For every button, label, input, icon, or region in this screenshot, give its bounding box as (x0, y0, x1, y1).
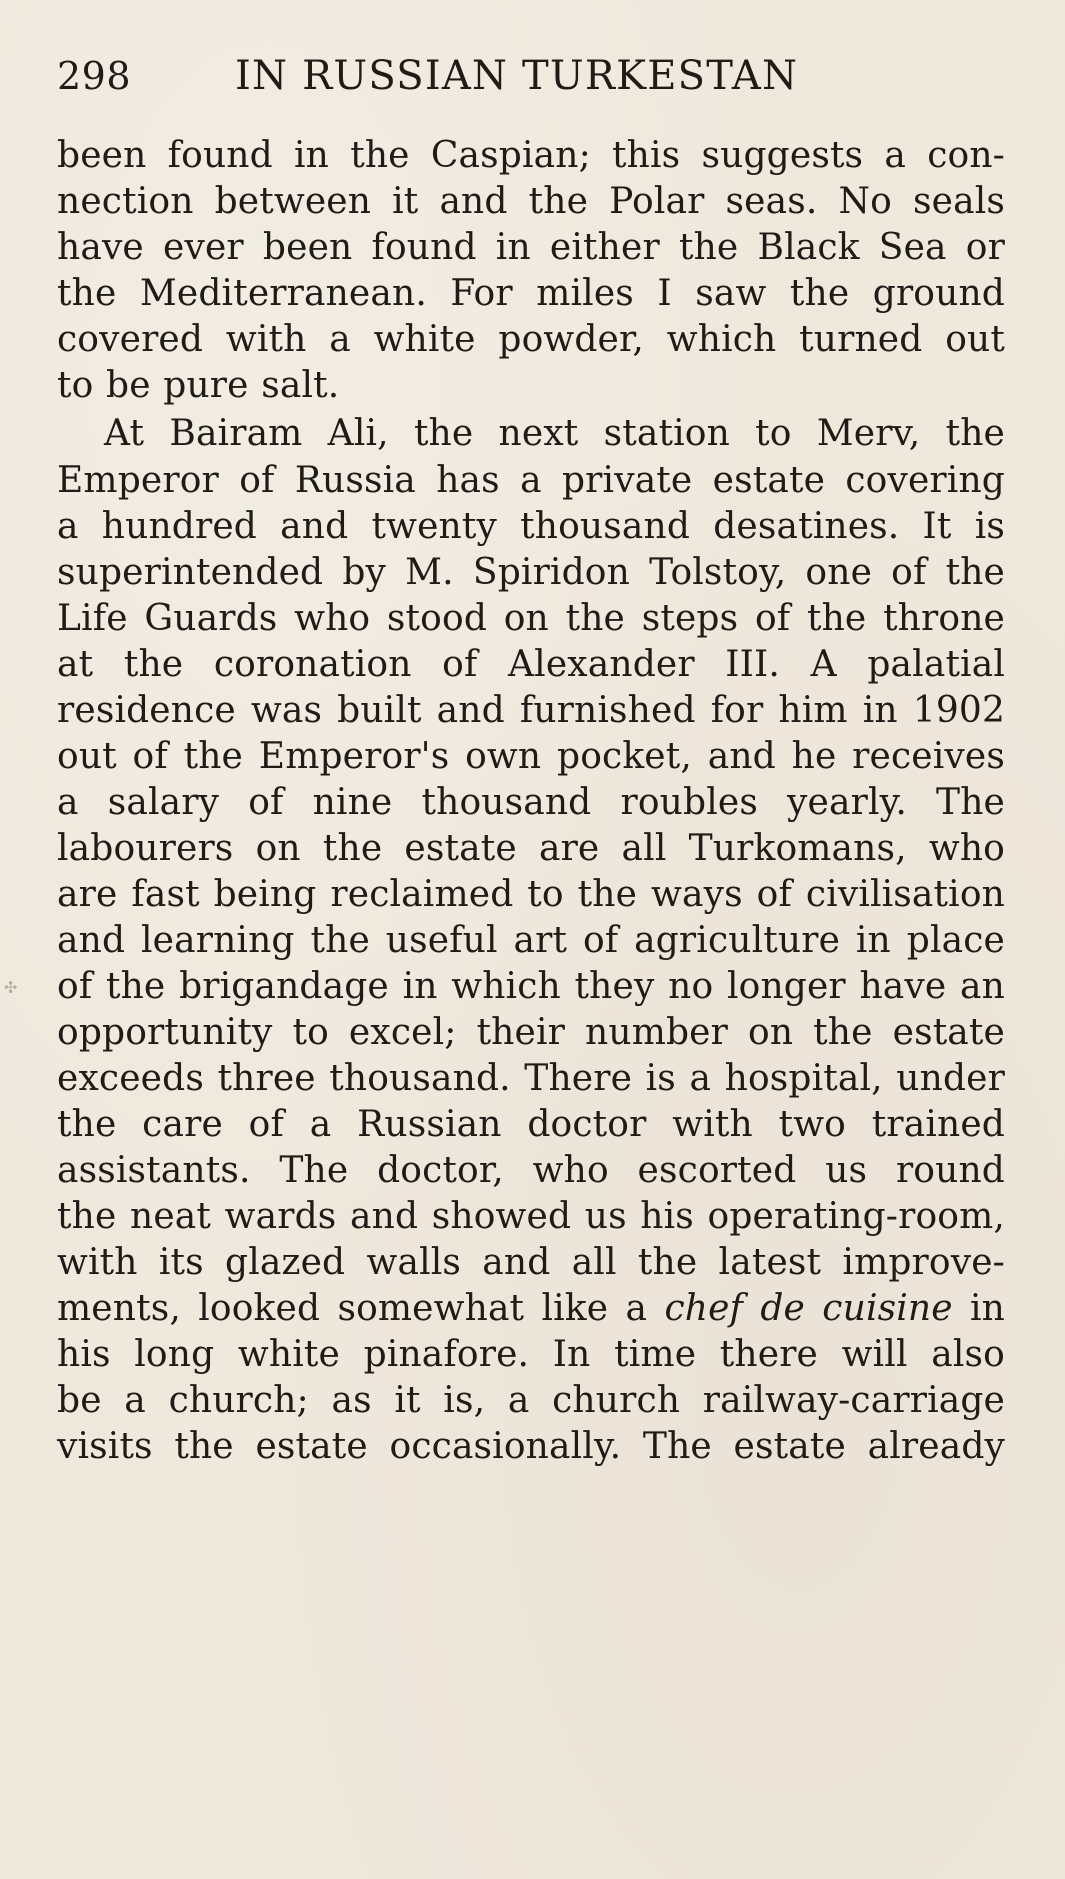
text-line-13: residence was built and furnished for him in 1902 (57, 690, 1005, 731)
text-line-6: to be pure salt. (57, 365, 340, 406)
page-header (57, 48, 835, 104)
text-line-12: at the coronation of Alexander III. A palatial (57, 644, 1005, 685)
text-line-1: been found in the Caspian; this suggests a con- (57, 135, 1005, 176)
text-line-20: opportunity to excel; their number on the estate (57, 1012, 1005, 1053)
italic-phrase: chef de cuisine (664, 1288, 953, 1329)
text-line-22: the care of a Russian doctor with two trained (57, 1104, 1005, 1145)
text-line-10: superintended by M. Spiridon Tolstoy, one of the (57, 552, 1005, 593)
text-line-26-after: in (952, 1288, 1005, 1329)
running-title: IN RUSSIAN TURKESTAN (235, 53, 799, 99)
text-line-26-before: ments, looked somewhat like a (57, 1288, 665, 1329)
text-line-14: out of the Emperor's own pocket, and he receives (57, 736, 1005, 777)
text-line-15: a salary of nine thousand roubles yearly. The (57, 782, 1005, 823)
text-line-18: and learning the useful art of agriculture in place (57, 920, 1005, 961)
text-line-29: visits the estate occasionally. The estate already (57, 1426, 1005, 1467)
text-line-26 (57, 1285, 1005, 1333)
text-line-27: his long white pinafore. In time there will also (57, 1334, 1005, 1375)
margin-mark-icon: ✣ (4, 978, 18, 997)
text-line-17: are fast being reclaimed to the ways of civilisation (57, 874, 1005, 915)
text-line-4: the Mediterranean. For miles I saw the ground (57, 273, 1005, 314)
text-line-2: nection between it and the Polar seas. No seals (57, 181, 1005, 222)
page-number: 298 (57, 54, 132, 98)
text-line-8: Emperor of Russia has a private estate covering (57, 460, 1005, 501)
text-line-16: labourers on the estate are all Turkomans, who (57, 828, 1005, 869)
text-line-3: have ever been found in either the Black Sea or (57, 227, 1005, 268)
text-line-9: a hundred and twenty thousand desatines. It is (57, 506, 1005, 547)
text-line-24: the neat wards and showed us his operating-room, (57, 1196, 1005, 1237)
text-line-23: assistants. The doctor, who escorted us round (57, 1150, 1005, 1191)
text-line-25: with its glazed walls and all the latest improve- (57, 1242, 1005, 1283)
text-line-5: covered with a white powder, which turned out (57, 319, 1005, 360)
text-line-28: be a church; as it is, a church railway-carriage (57, 1380, 1005, 1421)
text-line-7: At Bairam Ali, the next station to Merv, the (104, 413, 1005, 454)
text-line-11: Life Guards who stood on the steps of the throne (57, 598, 1005, 639)
text-line-21: exceeds three thousand. There is a hospital, under (57, 1058, 1005, 1099)
text-line-19: of the brigandage in which they no longer have an (57, 966, 1005, 1007)
